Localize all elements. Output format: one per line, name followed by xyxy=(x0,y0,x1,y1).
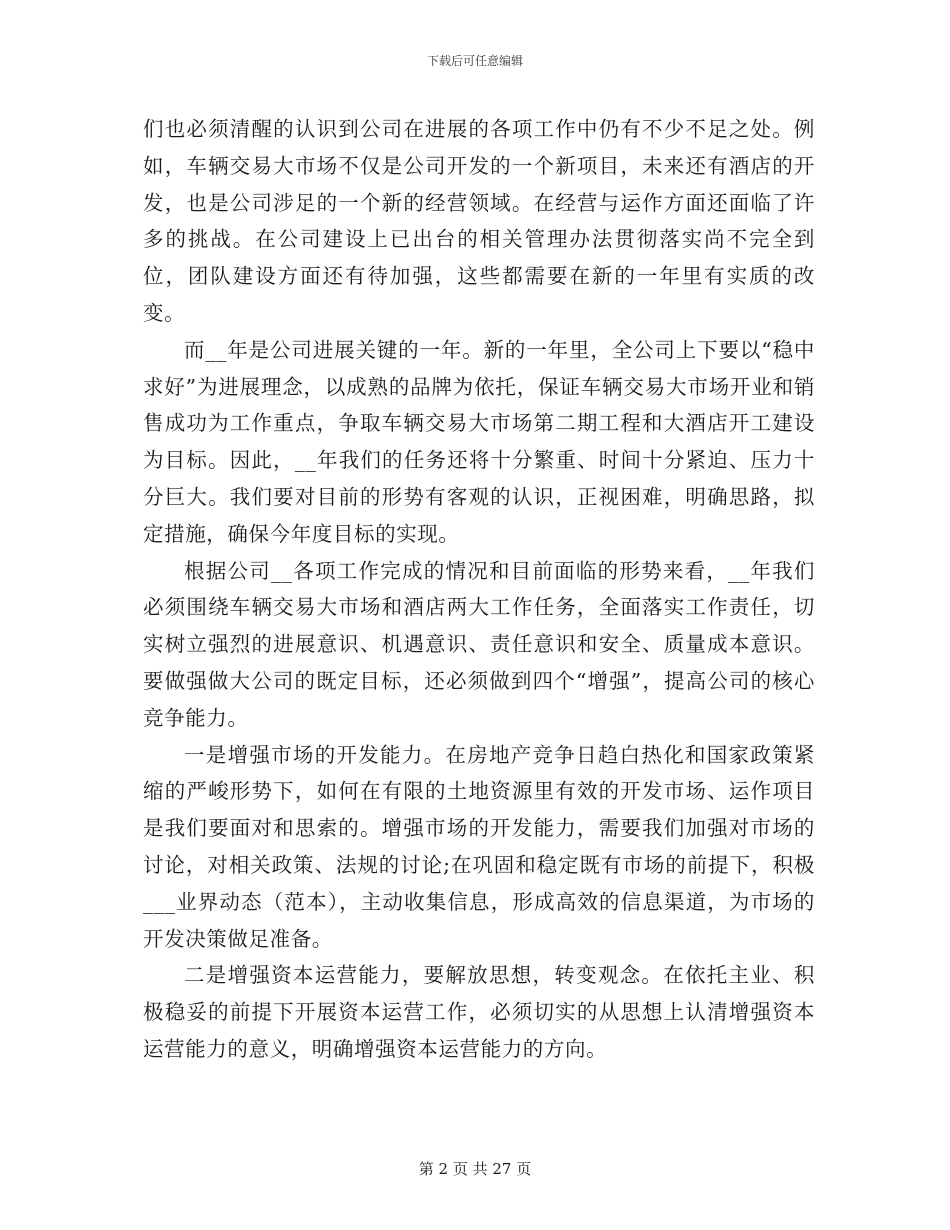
paragraph-continuation: 们也必须清醒的认识到公司在进展的各项工作中仍有不少不足之处。例如，车辆交易大市场不仅是公司开发的一个新项目，未来还有酒店的开发，也是公司涉足的一个新的经营领域。在经营与运作方面还面临了许多的挑战。在公司建设上已出台的相关管理办法贯彻落实尚不完全到位，团队建设方面还有待加强，这些都需要在新的一年里有实质的改变。 xyxy=(143,117,815,325)
paragraph-task-overview: 根据公司__各项工作完成的情况和目前面临的形势来看，__年我们必须围绕车辆交易大市场和酒店两大工作任务，全面落实工作责任，切实树立强烈的进展意识、机遇意识、责任意识和安全、质量成本意识。要做强做大公司的既定目标，还必须做到四个“增强”，提高公司的核心竞争能力。 xyxy=(143,558,815,730)
paragraph-capital-operation: 二是增强资本运营能力，要解放思想，转变观念。在依托主业、积极稳妥的前提下开展资本运营工作，必须切实的从思想上认清增强资本运营能力的意义，明确增强资本运营能力的方向。 xyxy=(143,963,815,1061)
page-number: 第 2 页 共 27 页 xyxy=(418,1160,532,1178)
paragraph-market-development: 一是增强市场的开发能力。在房地产竞争日趋白热化和国家政策紧缩的严峻形势下，如何在有限的土地资源里有效的开发市场、运作项目是我们要面对和思索的。增强市场的开发能力，需要我们加强对市场的讨论，对相关政策、法规的讨论;在巩固和稳定既有市场的前提下，积极___业界动态（范本），主动收集信息，形成高效的信息渠道，为市场的开发决策做足准备。 xyxy=(143,742,815,951)
paragraph-year-plan: 而__年是公司进展关键的一年。新的一年里，全公司上下要以“稳中求好”为进展理念，以成熟的品牌为依托，保证车辆交易大市场开业和销售成功为工作重点，争取车辆交易大市场第二期工程和大酒店开工建设为目标。因此，__年我们的任务还将十分繁重、时间十分紧迫、压力十分巨大。我们要对目前的形势有客观的认识，正视困难，明确思路，拟定措施，确保今年度目标的实现。 xyxy=(143,337,815,546)
document-body xyxy=(143,111,815,1068)
page-header: 下载后可任意编辑 xyxy=(426,54,523,68)
